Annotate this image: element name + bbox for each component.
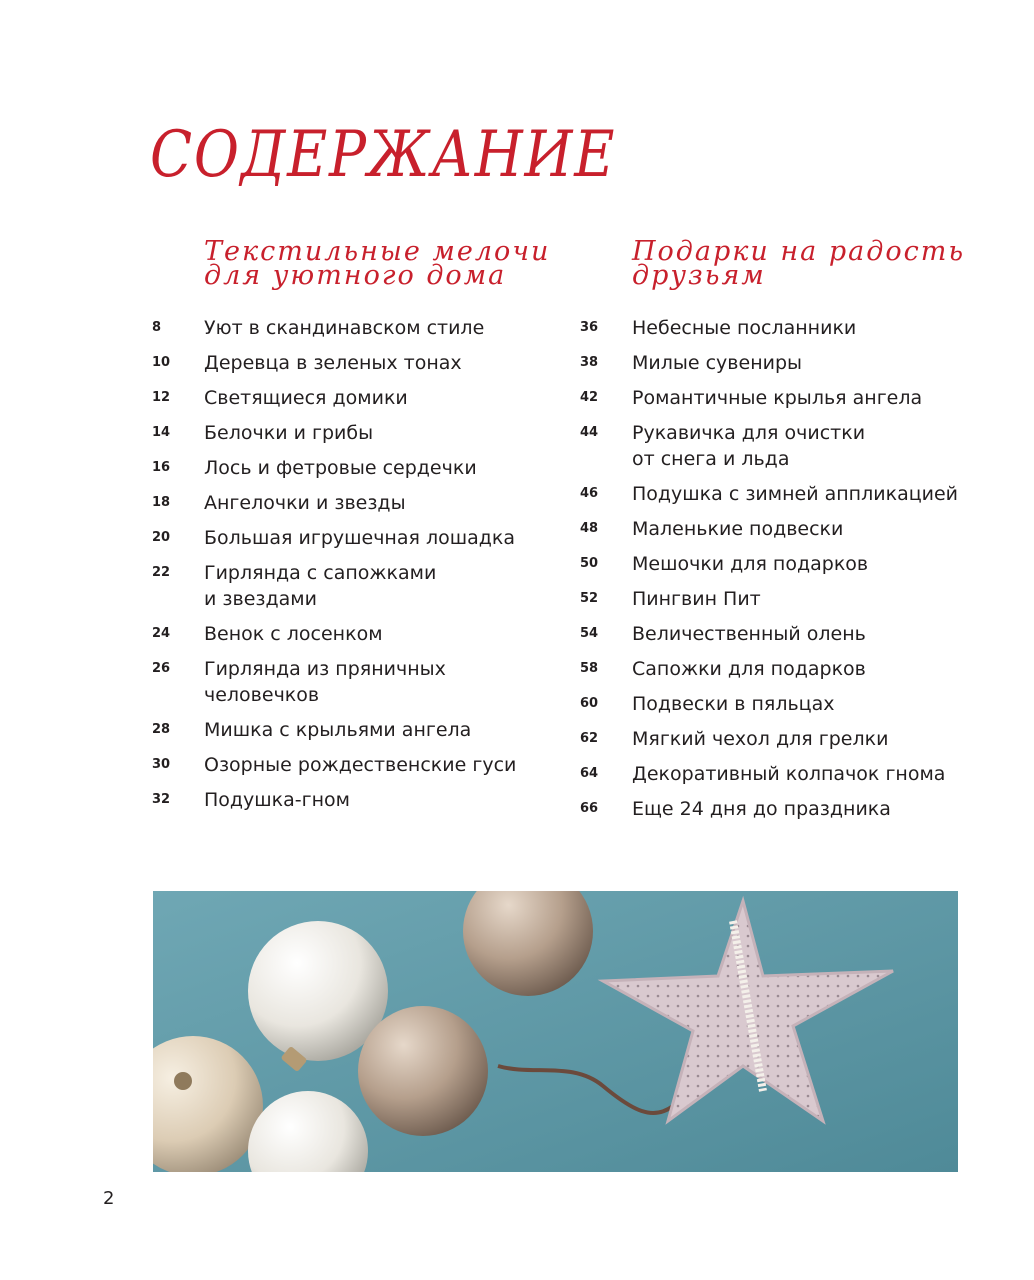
toc-entry-line: Величественный олень xyxy=(632,623,866,645)
toc-entry-line: Мишка с крыльями ангела xyxy=(204,719,472,741)
page-number: 2 xyxy=(103,1188,115,1209)
toc-entry[interactable] xyxy=(578,691,998,717)
toc-list-right xyxy=(578,315,998,822)
section-heading-line: для уютного дома xyxy=(204,260,507,291)
toc-entry-title xyxy=(204,787,350,813)
toc-entry[interactable] xyxy=(578,656,998,682)
toc-page-number: 32 xyxy=(152,792,171,807)
toc-entry[interactable] xyxy=(150,621,550,647)
toc-entry[interactable] xyxy=(578,350,998,376)
toc-entry-line: Пингвин Пит xyxy=(632,588,761,610)
toc-entry-title xyxy=(204,656,446,708)
toc-page-number: 26 xyxy=(152,661,171,676)
toc-entry[interactable] xyxy=(150,385,550,411)
toc-entry-title xyxy=(204,621,383,647)
toc-page-number: 54 xyxy=(580,626,599,641)
toc-entry-title xyxy=(632,551,868,577)
toc-entry[interactable] xyxy=(150,420,550,446)
toc-entry-line: Декоративный колпачок гнома xyxy=(632,763,946,785)
toc-entry-title xyxy=(204,525,515,551)
toc-entry-title xyxy=(632,350,802,376)
section-heading-left xyxy=(204,236,551,298)
toc-page-number: 24 xyxy=(152,626,171,641)
toc-entry-title xyxy=(204,717,471,743)
christmas-ornaments-photo xyxy=(153,891,958,1172)
toc-entry-title xyxy=(632,586,761,612)
toc-entry-line: Еще 24 дня до праздника xyxy=(632,798,891,820)
toc-entry-line: Мягкий чехол для грелки xyxy=(632,728,889,750)
toc-page-number: 66 xyxy=(580,801,599,816)
section-heading-line: Текстильные мелочи xyxy=(204,236,551,267)
toc-entry[interactable] xyxy=(578,481,998,507)
toc-page-number: 14 xyxy=(152,425,171,440)
toc-page-number: 22 xyxy=(152,565,171,580)
toc-entry-title xyxy=(632,516,843,542)
toc-entry-line: Подушка с зимней аппликацией xyxy=(632,483,959,505)
toc-entry-line: Венок с лосенком xyxy=(204,623,383,645)
toc-entry-line: Светящиеся домики xyxy=(204,387,408,409)
toc-entry-line: Небесные посланники xyxy=(632,317,857,339)
toc-entry-line: Романтичные крылья ангела xyxy=(632,387,923,409)
toc-entry-title xyxy=(204,315,484,341)
toc-entry[interactable] xyxy=(578,586,998,612)
toc-page-number: 36 xyxy=(580,320,599,335)
ornaments-illustration xyxy=(153,891,958,1172)
toc-entry-title xyxy=(632,691,835,717)
toc-page-number: 52 xyxy=(580,591,599,606)
toc-entry-line: Подушка-гном xyxy=(204,789,351,811)
toc-entry-line: Гирлянда с сапожками xyxy=(204,562,437,584)
toc-entry-line: и звездами xyxy=(204,588,317,610)
toc-entry-title xyxy=(204,420,373,446)
toc-entry-title xyxy=(204,385,408,411)
toc-page-number: 30 xyxy=(152,757,171,772)
toc-list-left xyxy=(150,315,550,813)
toc-entry[interactable] xyxy=(578,385,998,411)
toc-entry[interactable] xyxy=(150,315,550,341)
toc-entry-title xyxy=(632,656,866,682)
toc-entry[interactable] xyxy=(150,752,550,778)
toc-entry-title xyxy=(204,560,436,612)
toc-page-number: 42 xyxy=(580,390,599,405)
toc-entry[interactable] xyxy=(578,315,998,341)
page-title: СОДЕРЖАНИЕ xyxy=(150,118,617,192)
toc-entry[interactable] xyxy=(578,420,998,472)
toc-entry-title xyxy=(632,726,888,752)
toc-entry-title xyxy=(632,761,945,787)
toc-page-number: 38 xyxy=(580,355,599,370)
toc-entry[interactable] xyxy=(578,761,998,787)
toc-entry-title xyxy=(204,490,406,516)
toc-page-number: 58 xyxy=(580,661,599,676)
toc-entry-title xyxy=(204,350,462,376)
toc-page-number: 64 xyxy=(580,766,599,781)
toc-entry[interactable] xyxy=(578,796,998,822)
toc-page-number: 8 xyxy=(152,320,162,335)
toc-entry-line: Уют в скандинавском стиле xyxy=(204,317,485,339)
toc-entry[interactable] xyxy=(150,490,550,516)
toc-page-number: 48 xyxy=(580,521,599,536)
toc-entry-line: от снега и льда xyxy=(632,448,790,470)
toc-entry[interactable] xyxy=(150,350,550,376)
section-heading-line: друзьям xyxy=(632,260,766,291)
toc-entry-line: Озорные рождественские гуси xyxy=(204,754,517,776)
toc-page-number: 62 xyxy=(580,731,599,746)
toc-entry[interactable] xyxy=(150,787,550,813)
toc-entry-line: Маленькие подвески xyxy=(632,518,844,540)
toc-entry-title xyxy=(632,796,891,822)
toc-column-right xyxy=(578,236,998,831)
toc-entry-line: Деревца в зеленых тонах xyxy=(204,352,462,374)
toc-page-number: 28 xyxy=(152,722,171,737)
toc-page-number: 18 xyxy=(152,495,171,510)
toc-page-number: 46 xyxy=(580,486,599,501)
toc-entry-line: Белочки и грибы xyxy=(204,422,374,444)
toc-entry-line: человечков xyxy=(204,684,320,706)
toc-entry-title xyxy=(632,385,922,411)
toc-entry[interactable] xyxy=(150,455,550,481)
toc-entry-title xyxy=(204,752,516,778)
toc-entry-title xyxy=(632,420,865,472)
toc-page-number: 50 xyxy=(580,556,599,571)
toc-entry-line: Лось и фетровые сердечки xyxy=(204,457,477,479)
section-heading-right xyxy=(632,236,998,298)
toc-entry-title xyxy=(632,481,958,507)
toc-entry[interactable] xyxy=(150,560,550,612)
toc-entry[interactable] xyxy=(578,726,998,752)
toc-page-number: 12 xyxy=(152,390,171,405)
toc-page-number: 44 xyxy=(580,425,599,440)
toc-entry[interactable] xyxy=(150,656,550,708)
toc-entry-line: Ангелочки и звезды xyxy=(204,492,406,514)
toc-entry-title xyxy=(632,621,866,647)
toc-entry-line: Милые сувениры xyxy=(632,352,803,374)
toc-entry[interactable] xyxy=(150,525,550,551)
toc-page-number: 20 xyxy=(152,530,171,545)
toc-page-number: 10 xyxy=(152,355,171,370)
toc-page-number: 60 xyxy=(580,696,599,711)
toc-entry-line: Гирлянда из пряничных xyxy=(204,658,446,680)
toc-entry-line: Большая игрушечная лошадка xyxy=(204,527,516,549)
toc-entry-title xyxy=(204,455,477,481)
toc-entry[interactable] xyxy=(578,516,998,542)
toc-entry-title xyxy=(632,315,856,341)
toc-entry-line: Сапожки для подарков xyxy=(632,658,866,680)
toc-page-number: 16 xyxy=(152,460,171,475)
toc-entry[interactable] xyxy=(578,621,998,647)
toc-entry-line: Мешочки для подарков xyxy=(632,553,869,575)
section-heading-line: Подарки на радость xyxy=(632,236,966,267)
toc-entry[interactable] xyxy=(150,717,550,743)
toc-column-left xyxy=(150,236,551,822)
toc-entry[interactable] xyxy=(578,551,998,577)
toc-entry-line: Рукавичка для очистки xyxy=(632,422,866,444)
toc-entry-line: Подвески в пяльцах xyxy=(632,693,835,715)
